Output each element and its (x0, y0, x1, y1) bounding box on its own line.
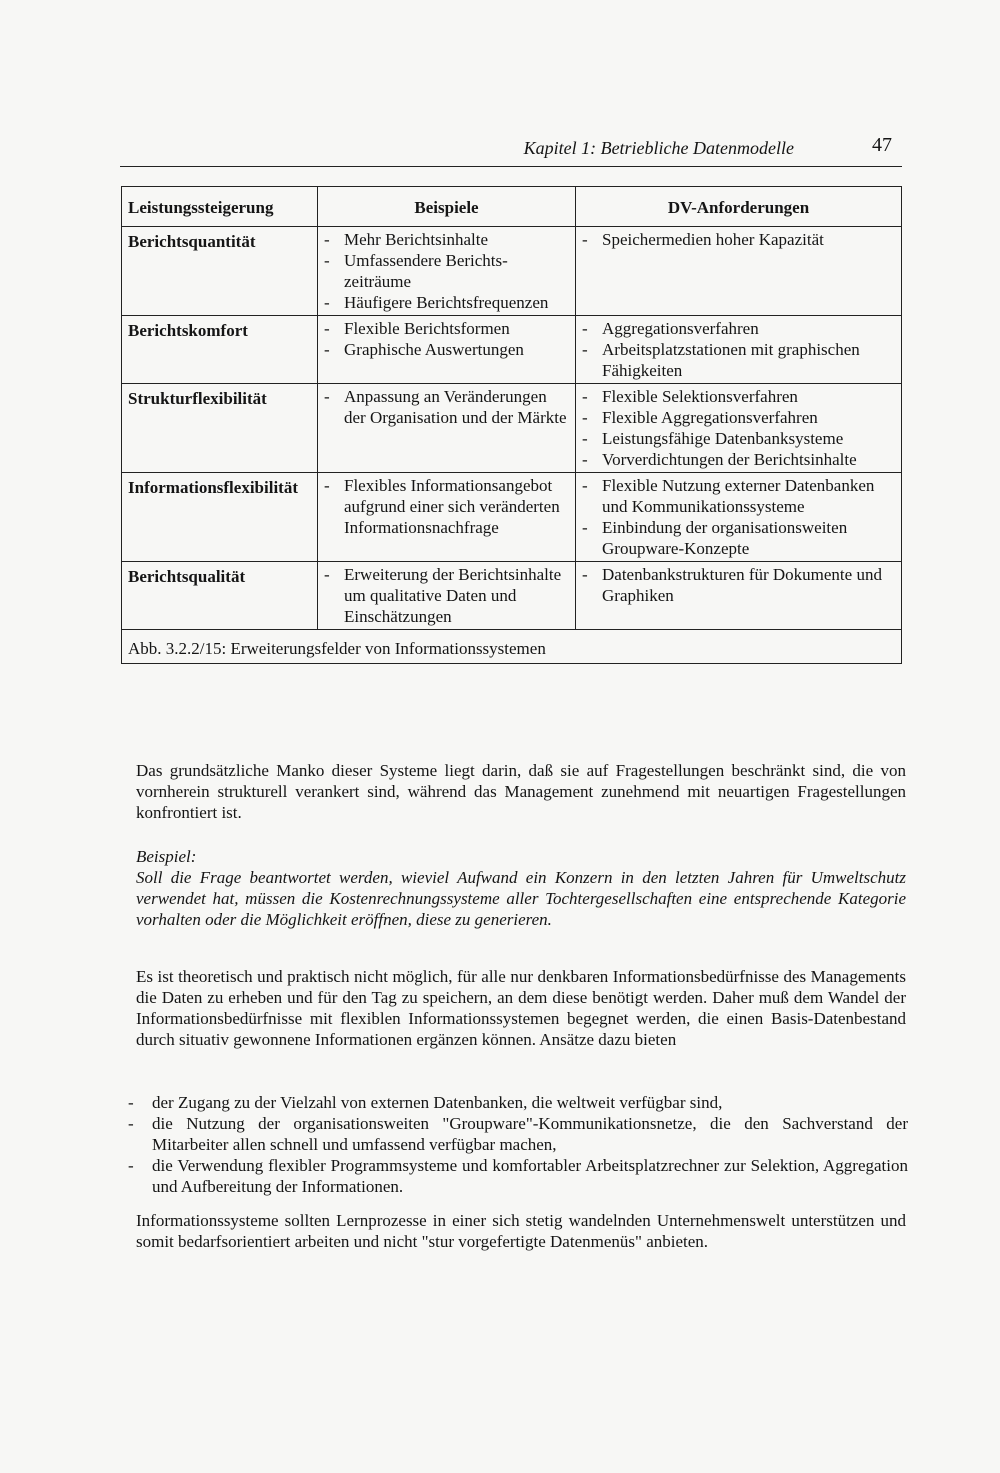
row-category: Informationsflexibilität (122, 473, 318, 562)
row-category: Berichtsquantität (122, 227, 318, 316)
column-header: Leistungssteigerung (122, 187, 318, 227)
cell-item: - Flexibles Informationsangebot aufgrund einer sich veränderten Informationsnachfrage (324, 475, 569, 538)
cell-item: - Flexible Nutzung externer Datenbanken und Kommunikationssysteme (582, 475, 895, 517)
requirements-cell (576, 473, 902, 562)
cell-item: - Leistungsfähige Datenbanksysteme (582, 428, 895, 449)
cell-item: - Vorverdichtungen der Berichtsinhalte (582, 449, 895, 470)
example-text: Soll die Frage beantwortet werden, wieviel Aufwand ein Konzern in den letzten Jahren für Umweltschutz verwendet hat, müssen die Kostenrechnungssysteme aller Tochtergesellschaften eine entsprechende Kategorie vorhalten oder die Möglichkeit eröffnen, diese zu generieren. (136, 868, 906, 929)
cell-item: - Speichermedien hoher Kapazität (582, 229, 895, 250)
cell-item: - Mehr Berichtsinhalte (324, 229, 569, 250)
column-header: DV-Anforderungen (576, 187, 902, 227)
table-row (122, 473, 902, 562)
paragraph: Das grundsätzliche Manko dieser Systeme liegt darin, daß sie auf Fragestellungen beschränkt sind, die von vornherein strukturell verankert sind, während das Management zunehmend mit neuartigen Fragestellungen konfrontiert ist. (136, 761, 906, 822)
table-header-row (122, 187, 902, 227)
table-row (122, 384, 902, 473)
row-category: Berichtsqualität (122, 562, 318, 630)
paragraph: Informationssysteme sollten Lernprozesse in einer sich stetig wandelnden Unternehmenswelt unterstützen und somit bedarfsorientiert arbeiten und nicht "stur vorgefertigte Datenmenüs" anbieten. (136, 1211, 906, 1251)
list-item: - die Verwendung flexibler Programmsysteme und komfortabler Arbeitsplatzrechner zur Selektion, Aggregation und Aufbereitung der Informationen. (122, 1155, 908, 1197)
example-block (136, 846, 906, 930)
bullet-list (122, 1092, 908, 1197)
list-item: - der Zugang zu der Vielzahl von externen Datenbanken, die weltweit verfügbar sind, (122, 1092, 908, 1113)
cell-item: - Graphische Auswertungen (324, 339, 569, 360)
examples-cell (318, 227, 576, 316)
cell-item: - Einbindung der organisationsweiten Groupware-Konzepte (582, 517, 895, 559)
cell-item: - Datenbankstrukturen für Dokumente und Graphiken (582, 564, 895, 606)
cell-item: - Flexible Selektionsverfahren (582, 386, 895, 407)
list-item: - die Nutzung der organisationsweiten "Groupware"-Kommunikationsnetze, die den Sachverstand der Mitarbeiter allen schnell und umfassend verfügbar machen, (122, 1113, 908, 1155)
table-row (122, 316, 902, 384)
cell-item: - Flexible Berichtsformen (324, 318, 569, 339)
row-category: Berichtskomfort (122, 316, 318, 384)
examples-cell (318, 473, 576, 562)
row-category: Strukturflexibilität (122, 384, 318, 473)
column-header: Beispiele (318, 187, 576, 227)
figure-table (121, 186, 902, 664)
table-row (122, 562, 902, 630)
chapter-title: Kapitel 1: Betriebliche Datenmodelle (523, 138, 794, 158)
running-header (120, 134, 902, 167)
cell-item: - Anpassung an Veränderungen der Organisation und der Märkte (324, 386, 569, 428)
table-row (122, 227, 902, 316)
paragraph: Es ist theoretisch und praktisch nicht möglich, für alle nur denkbaren Informationsbedürfnisse des Managements die Daten zu erheben und für den Tag zu speichern, an dem diese benötigt werden. Daher muß dem Wandel der Informationsbedürfnisse mit flexiblen Informationssystemen begegnet werden, die einen Basis-Datenbestand durch situativ gewonnene Informationen ergänzen können. Ansätze dazu bieten (136, 967, 906, 1049)
examples-cell (318, 384, 576, 473)
examples-cell (318, 562, 576, 630)
examples-cell (318, 316, 576, 384)
cell-item: - Flexible Aggregationsverfahren (582, 407, 895, 428)
cell-item: - Aggregationsverfahren (582, 318, 895, 339)
cell-item: - Häufigere Berichtsfrequenzen (324, 292, 569, 313)
cell-item: - Arbeitsplatzstationen mit graphischen Fähigkeiten (582, 339, 895, 381)
page-number: 47 (872, 134, 892, 156)
cell-item: - Umfassendere Berichtszeiträume (324, 250, 569, 292)
requirements-cell (576, 562, 902, 630)
figure-caption: Abb. 3.2.2/15: Erweiterungsfelder von Informationssystemen (122, 630, 902, 664)
cell-item: - Erweiterung der Berichtsinhalte um qualitative Daten und Einschätzungen (324, 564, 569, 627)
requirements-cell (576, 316, 902, 384)
example-label: Beispiel: (136, 847, 197, 866)
requirements-cell (576, 227, 902, 316)
requirements-cell (576, 384, 902, 473)
